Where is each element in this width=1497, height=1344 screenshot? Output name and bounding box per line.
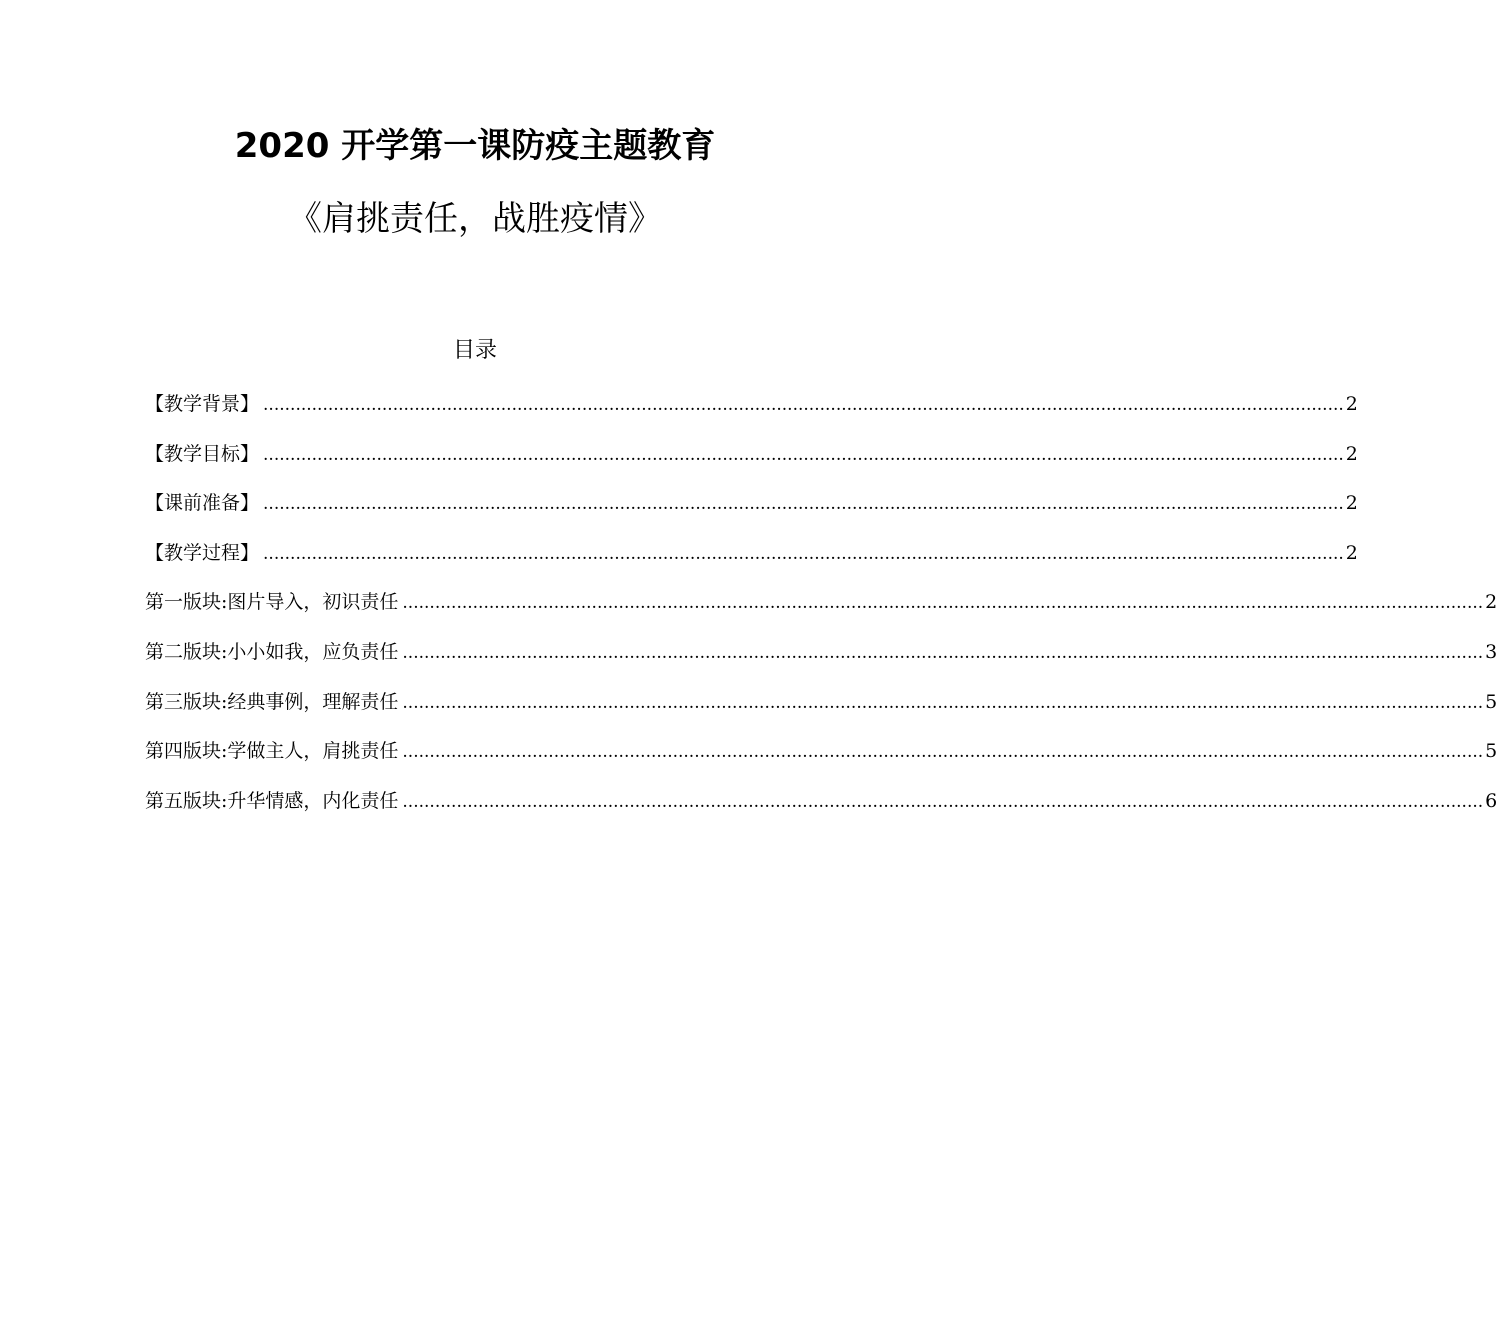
toc-entry-label: 第五版块:升华情感，内化责任	[145, 789, 399, 812]
toc-entry-page: 2	[1345, 492, 1358, 515]
toc-entry-label: 【课前准备】	[145, 492, 260, 515]
toc-entry-page: 2	[1345, 393, 1358, 415]
table-of-contents	[145, 390, 1497, 836]
toc-dot-leader: ........................................................................................................................................................................................................	[402, 642, 1484, 663]
toc-dot-leader: ........................................................................................................................................................................................................	[263, 395, 1344, 415]
toc-entry-page: 5	[1485, 740, 1497, 763]
toc-entry[interactable]	[145, 539, 1358, 589]
toc-entry-label: 第一版块:图片导入，初识责任	[145, 591, 399, 614]
toc-entry[interactable]	[145, 787, 1497, 837]
toc-entry-label: 第二版块:小小如我，应负责任	[145, 640, 399, 663]
document-title: 2020 开学第一课防疫主题教育	[234, 126, 716, 166]
toc-dot-leader: ........................................................................................................................................................................................................	[263, 494, 1344, 515]
toc-entry[interactable]	[145, 688, 1497, 738]
toc-entry-page: 3	[1485, 640, 1497, 663]
toc-entry[interactable]	[145, 440, 1358, 490]
toc-dot-leader: ........................................................................................................................................................................................................	[402, 742, 1484, 763]
toc-entry-page: 6	[1485, 789, 1497, 812]
toc-entry-page: 2	[1485, 591, 1497, 614]
toc-entry-label: 【教学目标】	[145, 442, 260, 465]
toc-dot-leader: ........................................................................................................................................................................................................	[402, 791, 1484, 812]
toc-entry-label: 第四版块:学做主人，肩挑责任	[145, 740, 399, 763]
toc-entry[interactable]	[145, 737, 1497, 787]
toc-entry-label: 【教学过程】	[145, 541, 260, 564]
toc-entry-label: 第三版块:经典事例，理解责任	[145, 690, 399, 713]
document-subtitle: 《肩挑责任，战胜疫情》	[288, 199, 662, 239]
toc-heading: 目录	[452, 338, 497, 363]
toc-entry-label: 【教学背景】	[145, 393, 260, 415]
toc-entry[interactable]	[145, 638, 1497, 688]
toc-dot-leader: ........................................................................................................................................................................................................	[402, 692, 1484, 713]
toc-entry-page: 2	[1345, 541, 1358, 564]
toc-entry[interactable]	[145, 489, 1358, 539]
toc-entry[interactable]	[145, 390, 1358, 440]
toc-entry-page: 5	[1485, 690, 1497, 713]
toc-dot-leader: ........................................................................................................................................................................................................	[402, 593, 1484, 614]
toc-entry-page: 2	[1345, 442, 1358, 465]
toc-entry[interactable]	[145, 588, 1497, 638]
toc-dot-leader: ........................................................................................................................................................................................................	[263, 543, 1344, 564]
toc-dot-leader: ........................................................................................................................................................................................................	[263, 444, 1344, 465]
